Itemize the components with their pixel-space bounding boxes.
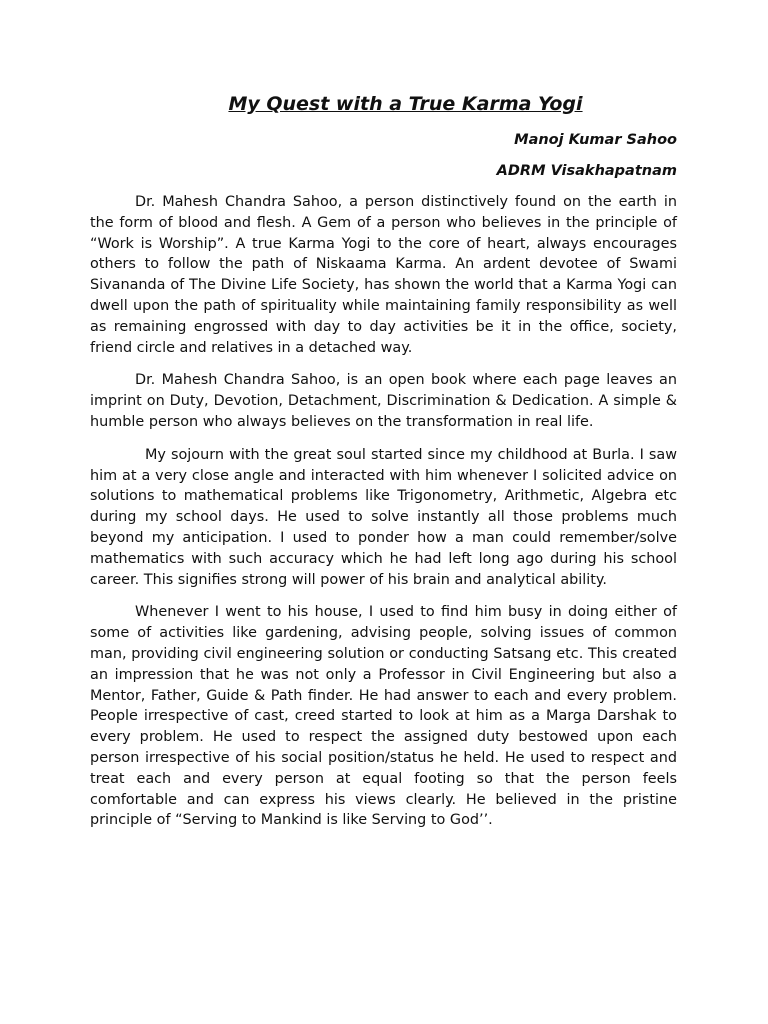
paragraph-2: Dr. Mahesh Chandra Sahoo, is an open book where each page leaves an imprint on Duty, Devotion, Detachment, Discrimination & Dedication. A simple & humble person who always believes on the transformation in real life. [90, 372, 677, 430]
paragraph-3: My sojourn with the great soul started since my childhood at Burla. I saw him at a very close angle and interacted with him whenever I solicited advice on solutions to mathematical problems like Trigonometry, Arithmetic, Algebra etc during my school days. He used to solve instantly all those problems much beyond my anticipation. I used to ponder how a man could remember/solve mathematics with such accuracy which he had left long ago during his school career. This signifies strong will power of his brain and analytical ability. [90, 446, 677, 588]
paragraph-1: Dr. Mahesh Chandra Sahoo, a person distinctively found on the earth in the form of blood and flesh. A Gem of a person who believes in the principle of “Work is Worship”. A true Karma Yogi to the core of heart, always encourages others to follow the path of Niskaama Karma. An ardent devotee of Swami Sivananda of The Divine Life Society, has shown the world that a Karma Yogi can dwell upon the path of spirituality while maintaining family responsibility as well as remaining engrossed with day to day activities be it in the office, society, friend circle and relatives in a detached way. [90, 194, 677, 356]
document-page [90, 92, 677, 843]
document-title: My Quest with a True Karma Yogi [228, 93, 583, 115]
paragraph-4: Whenever I went to his house, I used to find him busy in doing either of some of activities like gardening, advising people, solving issues of common man, providing civil engineering solution or conducting Satsang etc. This created an impression that he was not only a Professor in Civil Engineering but also a Mentor, Father, Guide & Path finder. He had answer to each and every problem. People irrespective of cast, creed started to look at him as a Marga Darshak to every problem. He used to respect the assigned duty bestowed upon each person irrespective of his social position/status he held. He used to respect and treat each and every person at equal footing so that the person feels comfortable and can express his views clearly. He believed in the pristine principle of “Serving to Mankind is like Serving to God’’. [90, 604, 677, 829]
author-name: Manoj Kumar Sahoo [514, 132, 677, 148]
author-affiliation: ADRM Visakhapatnam [496, 163, 677, 179]
